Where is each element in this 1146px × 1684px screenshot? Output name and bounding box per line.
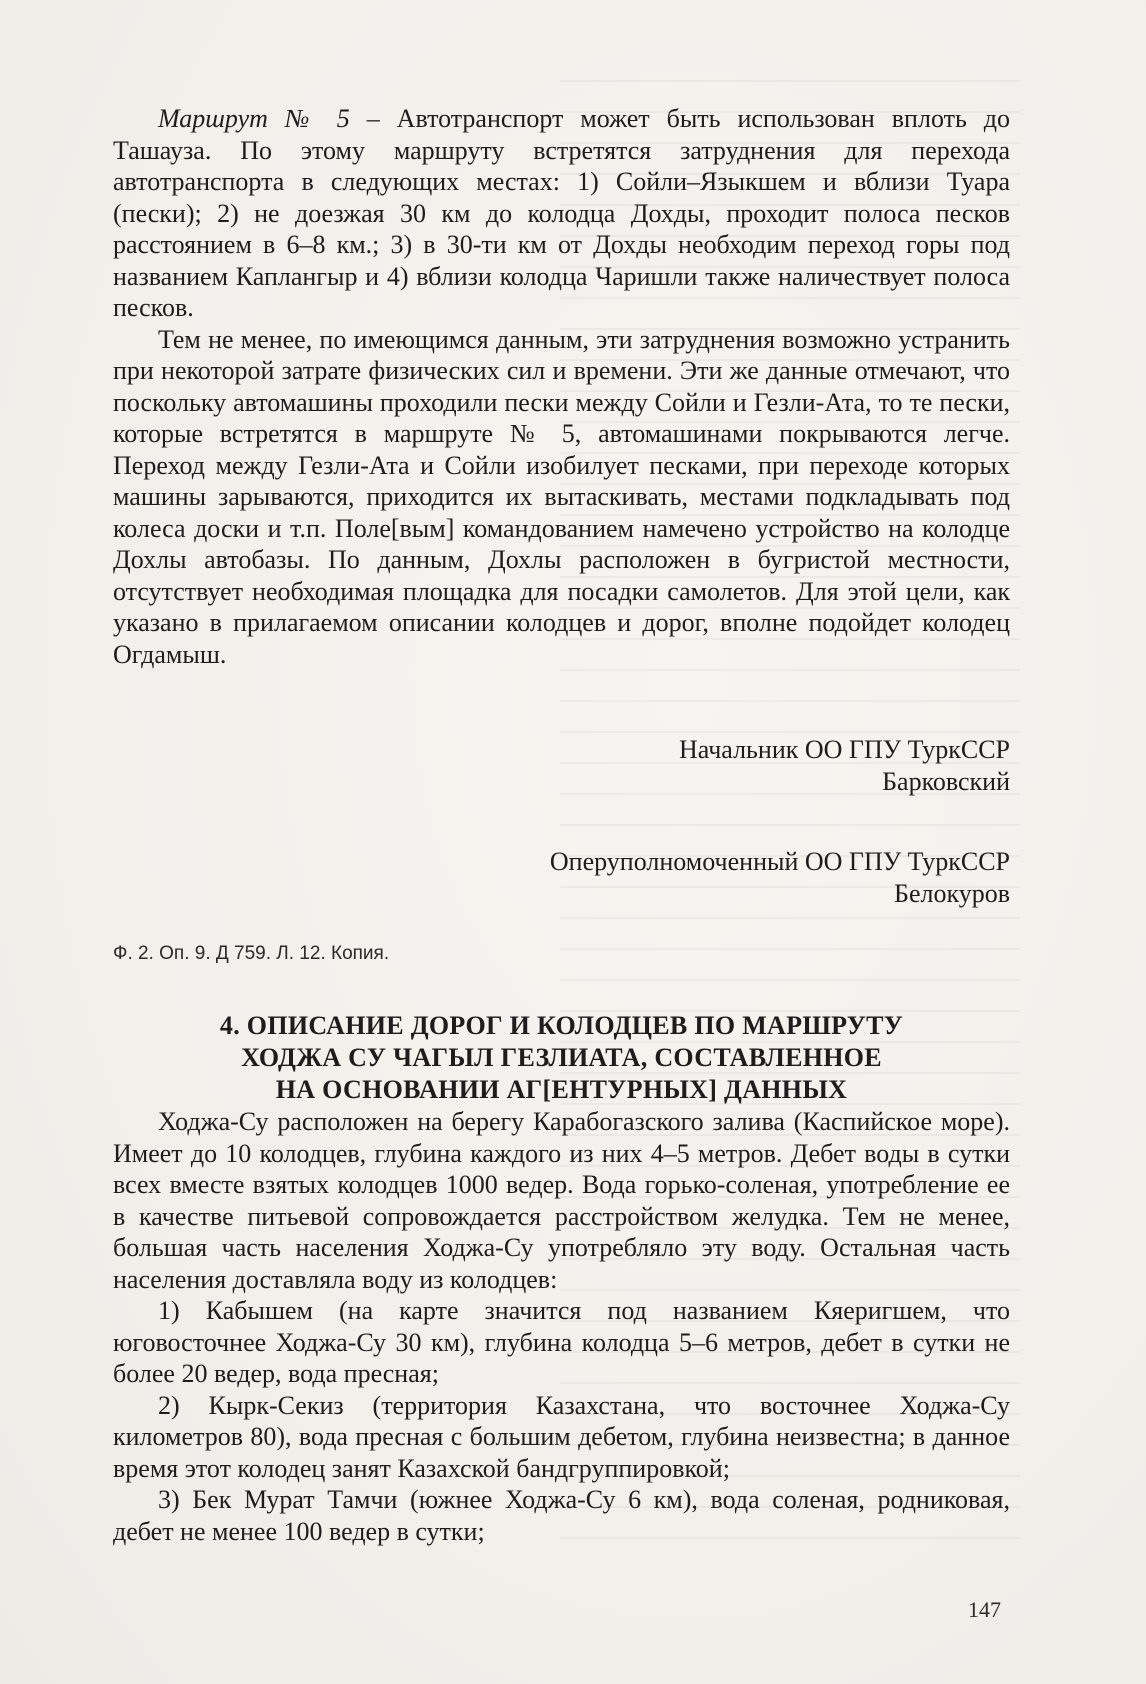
route5-text: – Автотранспорт может быть использован вплоть до Ташауза. По этому маршруту встретятся затруднения для перехода автотранспорта в следующих местах: 1) Сойли–Языкшем и вблизи Туара (пески); 2) не доезжая 30 км до колодца Дохды, проходит полоса песков расстоянием в 6–8 км.; 3) в 30-ти км от Дохды необходим переход горы под названием Каплангыр и 4) вблизи колодца Чаришли также наличествует полоса песков. bbox=[113, 104, 1010, 322]
body-list-item-3: 3) Бек Мурат Тамчи (южнее Ходжа-Су 6 км), вода соленая, родниковая, дебет не менее 100 ведер в сутки; bbox=[113, 1485, 1010, 1546]
signature-1-title: Начальник ОО ГПУ ТуркССР bbox=[678, 735, 1010, 764]
body-paragraph-1: Ходжа-Су расположен на берегу Карабогазского залива (Каспийское море). Имеет до 10 колодцев, глубина каждого из них 4–5 метров. Дебет воды в сутки всех вместе взятых колодцев 1000 ведер. Вода горько-соленая, употребление ее в качестве питьевой сопровождается расстройством желудка. Тем не менее, большая часть населения Ходжа-Су употребляло эту воду. Остальная часть населения доставляла воду из колодцев: bbox=[113, 1107, 1010, 1294]
signature-block-1 bbox=[679, 734, 1010, 797]
route5-label: Маршрут № 5 bbox=[158, 104, 350, 133]
section-heading-line-2: ХОДЖА СУ ЧАГЫЛ ГЕЗЛИАТА, СОСТАВЛЕННОЕ bbox=[241, 1043, 882, 1072]
page-number: 147 bbox=[968, 1597, 1001, 1622]
section-heading-line-3: НА ОСНОВАНИИ АГ[ЕНТУРНЫХ] ДАННЫХ bbox=[275, 1075, 848, 1104]
signature-2-name: Белокуров bbox=[894, 878, 1010, 908]
body-list-item-1: 1) Кабышем (на карте значится под названием Кяеригшем, что юговосточнее Ходжа-Су 30 км), глубина колодца 5–6 метров, дебет в сутки не более 20 ведер, вода пресная; bbox=[113, 1296, 1010, 1388]
top-text-block bbox=[113, 103, 1010, 670]
section-heading bbox=[113, 1010, 1010, 1106]
body-list-item-2: 2) Кырк-Секиз (территория Казахстана, что восточнее Ходжа-Су километров 80), вода пресная с большим дебетом, глубина неизвестна; в данное время этот колодец занят Казахской бандгруппировкой; bbox=[113, 1390, 1010, 1483]
signature-2-title: Оперуполномоченный ОО ГПУ ТуркССР bbox=[549, 847, 1010, 876]
body-text-block bbox=[113, 1106, 1010, 1547]
archive-reference: Ф. 2. Оп. 9. Д 759. Л. 12. Копия. bbox=[113, 943, 390, 964]
route5-paragraph bbox=[113, 103, 1010, 324]
signature-block-2 bbox=[550, 846, 1010, 909]
signature-1-name: Барковский bbox=[882, 766, 1010, 796]
paragraph-2: Тем не менее, по имеющимся данным, эти затруднения возможно устранить при некоторой затрате физических сил и времени. Эти же данные отмечают, что поскольку автомашины проходили пески между Сойли и Гезли-Ата, то те пески, которые встретятся в маршруте № 5, автомашинами покрываются легче. Переход между Гезли-Ата и Сойли изобилует песками, при переходе которых машины зарываются, приходится их вытаскивать, местами подкладывать под колеса доски и т.п. Поле[вым] командованием намечено устройство на колодце Дохлы автобазы. По данным, Дохлы расположен в бугристой местности, отсутствует необходимая площадка для посадки самолетов. Для этой цели, как указано в прилагаемом описании колодцев и дорог, вполне подойдет колодец Огдамыш. bbox=[113, 324, 1010, 669]
section-heading-line-1: 4. ОПИСАНИЕ ДОРОГ И КОЛОДЦЕВ ПО МАРШРУТУ bbox=[219, 1011, 904, 1040]
